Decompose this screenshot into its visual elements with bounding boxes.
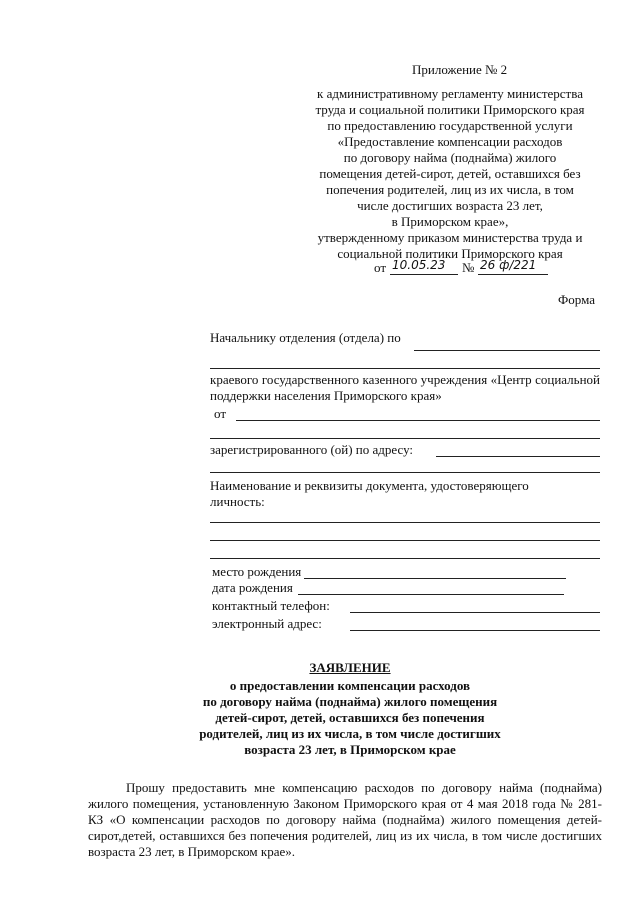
annex-line: утвержденному приказом министерства труда и xyxy=(317,230,583,245)
phone-label: контактный телефон: xyxy=(212,598,330,613)
addressee-field-2[interactable] xyxy=(210,368,600,369)
form-label: Форма xyxy=(558,292,595,307)
addressee-label: Начальнику отделения (отдела) по xyxy=(210,330,401,345)
annex-title: Приложение № 2 xyxy=(412,62,508,77)
annex-line: труда и социальной политики Приморского края xyxy=(315,102,585,117)
statement-subtitle-line: родителей, лиц из их числа, в том числе достигших xyxy=(199,726,501,741)
order-from-label: от xyxy=(374,260,387,275)
annex-line: в Приморском крае», xyxy=(391,214,509,229)
id-document-field-1[interactable] xyxy=(210,522,600,523)
applicant-name-field[interactable] xyxy=(236,420,600,421)
id-document-label: Наименование и реквизиты документа, удостоверяющего личность: xyxy=(210,478,529,509)
id-document-field-3[interactable] xyxy=(210,558,600,559)
id-document-field-2[interactable] xyxy=(210,540,600,541)
annex-line: к административному регламенту министерства xyxy=(317,86,583,101)
annex-line: «Предоставление компенсации расходов xyxy=(337,134,563,149)
birthdate-label: дата рождения xyxy=(212,580,293,595)
annex-line: по договору найма (поднайма) жилого xyxy=(343,150,557,165)
phone-field[interactable] xyxy=(350,612,600,613)
order-number-underline xyxy=(478,274,548,275)
order-number-label: № xyxy=(462,260,475,275)
applicant-name-field-2[interactable] xyxy=(210,438,600,439)
registered-address-field-2[interactable] xyxy=(210,472,600,473)
annex-line: попечения родителей, лиц из их числа, в том xyxy=(326,182,574,197)
annex-line: по предоставлению государственной услуги xyxy=(327,118,573,133)
birthplace-field[interactable] xyxy=(304,578,566,579)
statement-subtitle-line: возраста 23 лет, в Приморском крае xyxy=(244,742,456,757)
annex-line: числе достигших возраста 23 лет, xyxy=(357,198,543,213)
email-label: электронный адрес: xyxy=(212,616,322,631)
from-label: от xyxy=(214,406,227,421)
birthplace-label: место рождения xyxy=(212,564,302,579)
statement-subtitle-line: о предоставлении компенсации расходов xyxy=(229,678,471,693)
annex-line: помещения детей-сирот, детей, оставшихся без xyxy=(319,166,581,181)
statement-subtitle-line: по договору найма (поднайма) жилого помещения xyxy=(202,694,498,709)
registered-address-field[interactable] xyxy=(436,456,600,457)
organization-text: краевого государственного казенного учреждения «Центр социальной поддержки населения Приморского края» xyxy=(210,372,600,403)
email-field[interactable] xyxy=(350,630,600,631)
statement-title: ЗАЯВЛЕНИЕ xyxy=(309,660,391,675)
order-date-underline xyxy=(390,274,458,275)
addressee-field[interactable] xyxy=(414,350,600,351)
order-number-handwritten: 26 ф/221 xyxy=(480,258,537,272)
registered-address-label: зарегистрированного (ой) по адресу: xyxy=(210,442,414,457)
statement-subtitle-line: детей-сирот, детей, оставшихся без попечения xyxy=(215,710,485,725)
birthdate-field[interactable] xyxy=(298,594,564,595)
annex-line: социальной политики Приморского края xyxy=(337,246,563,261)
order-date-handwritten: 10.05.23 xyxy=(392,258,446,272)
request-paragraph: Прошу предоставить мне компенсацию расходов по договору найма (поднайма) жилого помещения, установленную Законом Приморского края от 4 мая 2018 года № 281-КЗ «О компенсации расходов по договору найма (поднайма) жилого помещения детей-сирот,детей, оставшихся без попечения родителей, лиц из их числа, в том числе достигших возраста 23 лет, в Приморском крае». xyxy=(88,780,602,859)
